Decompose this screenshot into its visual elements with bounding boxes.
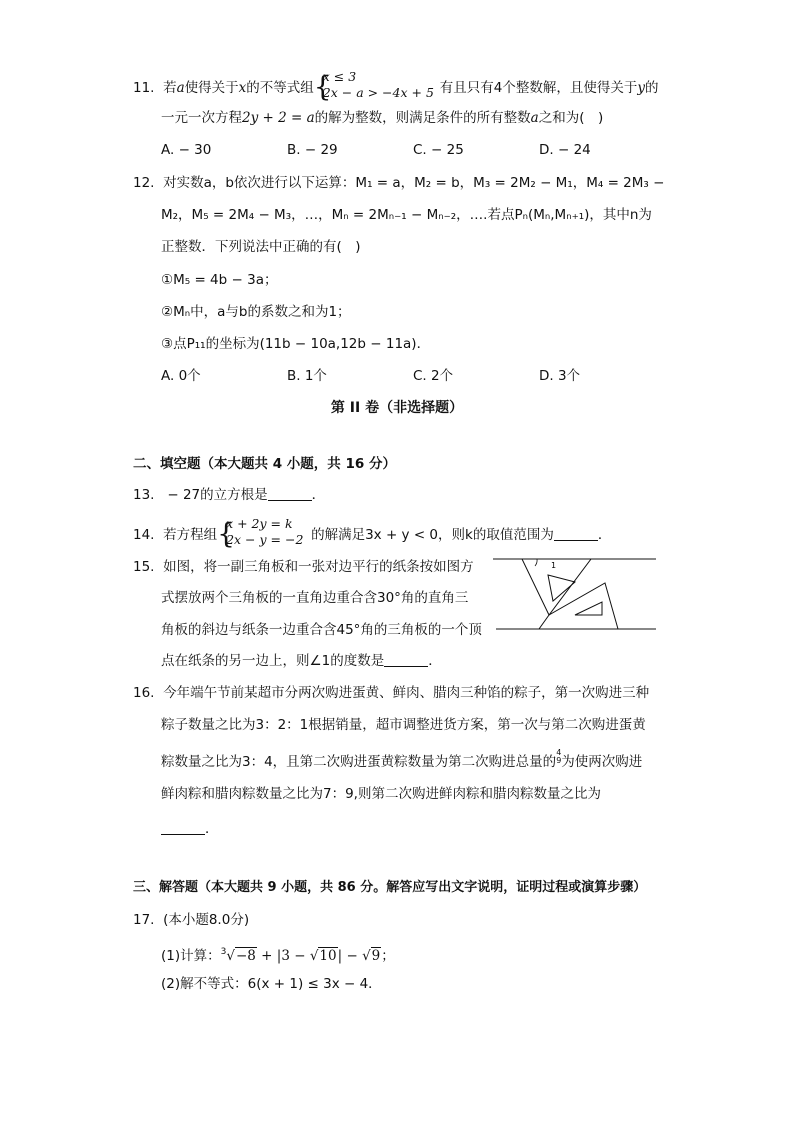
q16-fraction: 4 9 [556, 748, 562, 765]
q17-part1: (1)计算：$^3$√−8 + |3 − √10| − √9； [161, 947, 395, 964]
q12-statement-3: ③点P₁₁的坐标为(11b − 10a,12b − 11a)． [161, 336, 431, 352]
section3-heading: 三、解答题（本大题共 9 小题，共 86 分。解答应写出文字说明，证明过程或演算步骤） [133, 880, 647, 895]
q13-answer-blank [268, 488, 312, 501]
q15-answer-blank [384, 654, 428, 667]
angle-1-label: 1 [551, 561, 557, 570]
q11-option-d: D. − 24 [539, 142, 591, 158]
section2-heading: 二、填空题（本大题共 4 小题，共 16 分） [133, 456, 396, 472]
part2-title: 第 II 卷（非选择题） [330, 400, 464, 416]
q15-number: 15. [133, 559, 155, 575]
q16-line4: 鲜肉粽和腊肉粽数量之比为7：9,则第二次购进鲜肉粽和腊肉粽数量之比为 [161, 786, 601, 802]
q14-number: 14. [133, 527, 155, 543]
q15-line4: 点在纸条的另一边上，则∠1的度数是 ． [161, 653, 442, 669]
q14-equation-system: { x + 2y = k 2x − y = −2 [217, 516, 304, 550]
q15-line2: 式摆放两个三角板的一直角边重合含30°角的直角三 [161, 590, 469, 606]
q16-line5: ． [161, 820, 219, 838]
q14: 14. 若方程组 { x + 2y = k 2x − y = −2 的解满足3x + y < 0，则k的取值范围为 ． [133, 516, 612, 550]
q11-line1: 11. 若a使得关于x的不等式组 { x ≤ 3 2x − a > −4x + 5 有且只有4个整数解，且使得关于y的 [133, 69, 659, 103]
q12-statement-1: ①M₅ = 4b − 3a； [161, 272, 278, 288]
q14-answer-blank [554, 528, 598, 541]
sqrt-radicand-9: 9 [371, 948, 381, 964]
q15-figure [493, 553, 658, 635]
q11-line2: 一元一次方程2y + 2 = a的解为整数，则满足条件的所有整数a之和为( ) [161, 110, 604, 126]
cube-root-radicand: −8 [235, 948, 256, 964]
q15-line3: 角板的斜边与纸条一边重合含45°角的三角板的一个顶 [161, 622, 482, 638]
triangle-30-60 [522, 559, 591, 615]
q12-option-d: D. 3个 [539, 368, 581, 384]
q12-number: 12. [133, 175, 155, 191]
q12-line1: 12. 对实数a，b依次进行以下运算：M₁ = a，M₂ = b，M₃ = 2M₂ − M₁，M₄ = 2M₃ − [133, 175, 665, 191]
q11-option-c: C. − 25 [413, 142, 464, 158]
q12-line2: M₂，M₅ = 2M₄ − M₃，…，Mₙ = 2Mₙ₋₁ − Mₙ₋₂，….若点Pₙ(Mₙ,Mₙ₊₁)，其中n为 [161, 207, 652, 223]
q17-number: 17. [133, 912, 155, 928]
q12-statement-2: ②Mₙ中，a与b的系数之和为1； [161, 304, 351, 320]
q17-header: 17. (本小题8.0分) [133, 912, 250, 928]
q12-line3: 正整数．下列说法中正确的有( ) [161, 239, 361, 255]
q11-number: 11. [133, 80, 155, 96]
q12-option-a: A. 0个 [161, 368, 201, 384]
q11-inequality-system: { x ≤ 3 2x − a > −4x + 5 [313, 69, 434, 103]
q16-line1: 16. 今年端午节前某超市分两次购进蛋黄、鲜肉、腊肉三种馅的粽子，第一次购进三种 [133, 685, 650, 701]
q17-part2: (2)解不等式：6(x + 1) ≤ 3x − 4． [161, 976, 382, 992]
q16-line2: 粽子数量之比为3：2：1根据销量，超市调整进货方案，第一次与第二次购进蛋黄 [161, 717, 646, 733]
q16-line3: 粽数量之比为3：4，且第二次购进蛋黄粽数量为第二次购进总量的4 9为使两次购进 [161, 748, 643, 770]
q15-line1: 15. 如图，将一副三角板和一张对边平行的纸条按如图方 [133, 559, 474, 575]
sqrt-radicand-10: 10 [319, 948, 337, 964]
q12-option-c: C. 2个 [413, 368, 454, 384]
q16-number: 16. [133, 685, 155, 701]
q16-answer-blank [161, 822, 205, 835]
q13: 13. − 27的立方根是 ． [133, 487, 326, 503]
q12-option-b: B. 1个 [287, 368, 327, 384]
q11-option-b: B. − 29 [287, 142, 338, 158]
q13-number: 13. [133, 487, 155, 503]
angle-1-arc [535, 559, 537, 566]
q11-option-a: A. − 30 [161, 142, 212, 158]
